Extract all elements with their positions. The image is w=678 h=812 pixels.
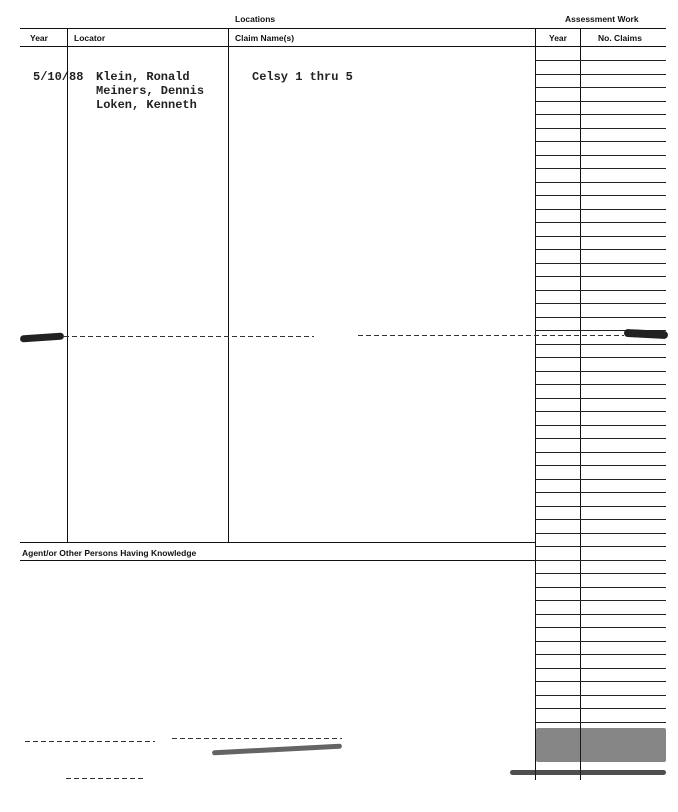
assessment-rule-line — [535, 492, 666, 493]
assessment-rule-line — [535, 60, 666, 61]
col-header-no-claims: No. Claims — [598, 33, 642, 43]
assessment-rule-line — [535, 371, 666, 372]
assessment-rule-line — [535, 668, 666, 669]
assessment-rule-line — [535, 452, 666, 453]
assessment-rule-line — [535, 114, 666, 115]
assessment-rule-line — [535, 384, 666, 385]
assessment-rule-line — [535, 573, 666, 574]
assessment-rule-line — [535, 357, 666, 358]
assessment-rule-line — [535, 708, 666, 709]
scan-artifact-line — [66, 778, 146, 779]
locations-heading: Locations — [235, 14, 276, 24]
locator-claim-divider — [228, 28, 229, 542]
entry-claim-names: Celsy 1 thru 5 — [252, 70, 353, 84]
assessment-rule-line — [535, 290, 666, 291]
assessment-rule-line — [535, 155, 666, 156]
assessment-rule-line — [535, 303, 666, 304]
locator-name: Klein, Ronald — [96, 70, 190, 84]
agent-section-top — [20, 542, 535, 543]
assessment-rule-line — [535, 344, 666, 345]
assessment-rule-line — [535, 168, 666, 169]
right-marker-smudge — [624, 329, 668, 339]
assessment-rule-line — [535, 87, 666, 88]
assessment-rule-line — [535, 587, 666, 588]
assessment-rule-line — [535, 614, 666, 615]
assessment-rule-line — [535, 546, 666, 547]
assessment-rule-line — [535, 641, 666, 642]
left-marker-smudge — [20, 332, 64, 342]
assessment-rule-line — [535, 182, 666, 183]
fold-line-right — [358, 335, 624, 336]
assessment-rule-line — [535, 479, 666, 480]
scan-artifact-line — [25, 741, 155, 742]
col-header-year: Year — [30, 33, 48, 43]
assessment-rule-line — [535, 600, 666, 601]
assessment-rule-line — [535, 722, 666, 723]
assessment-rule-line — [535, 74, 666, 75]
assessment-rule-line — [535, 438, 666, 439]
assessment-rule-line — [535, 317, 666, 318]
scan-artifact-smudge — [212, 744, 342, 756]
assessment-rule-line — [535, 398, 666, 399]
assessment-work-heading: Assessment Work — [565, 14, 639, 24]
assessment-rule-line — [535, 425, 666, 426]
assessment-rule-line — [535, 276, 666, 277]
scan-artifact-line — [172, 738, 342, 739]
assessment-rule-line — [535, 209, 666, 210]
year-locator-divider — [67, 28, 68, 542]
locator-name: Meiners, Dennis — [96, 84, 205, 98]
assessment-rule-line — [535, 141, 666, 142]
col-header-claim-names: Claim Name(s) — [235, 33, 295, 43]
top-border — [20, 28, 666, 29]
assessment-rule-line — [535, 101, 666, 102]
assessment-rule-line — [535, 128, 666, 129]
entry-locators — [96, 70, 204, 112]
assessment-rule-line — [535, 695, 666, 696]
assessment-rule-line — [535, 465, 666, 466]
fold-line-left — [64, 336, 314, 337]
assessment-rule-line — [535, 560, 666, 561]
assessment-rule-line — [535, 222, 666, 223]
assessment-rule-line — [535, 654, 666, 655]
header-underline — [20, 46, 666, 47]
assessment-rule-line — [535, 519, 666, 520]
assessment-rule-line — [535, 627, 666, 628]
assessment-rule-line — [535, 681, 666, 682]
entry-year: 5/10/88 — [33, 70, 84, 84]
assessment-rule-line — [535, 411, 666, 412]
scan-artifact-smudge — [536, 728, 666, 762]
assessment-rule-line — [535, 533, 666, 534]
scan-artifact-smudge — [510, 770, 666, 775]
col-header-locator: Locator — [74, 33, 106, 43]
agent-section-underline — [20, 560, 535, 561]
col-header-assessment-year: Year — [549, 33, 567, 43]
assessment-rule-line — [535, 236, 666, 237]
agent-section-label: Agent/or Other Persons Having Knowledge — [22, 548, 197, 558]
assessment-rule-line — [535, 506, 666, 507]
assessment-rule-line — [535, 195, 666, 196]
assessment-rule-line — [535, 263, 666, 264]
locator-name: Loken, Kenneth — [96, 98, 197, 112]
assessment-rule-line — [535, 249, 666, 250]
